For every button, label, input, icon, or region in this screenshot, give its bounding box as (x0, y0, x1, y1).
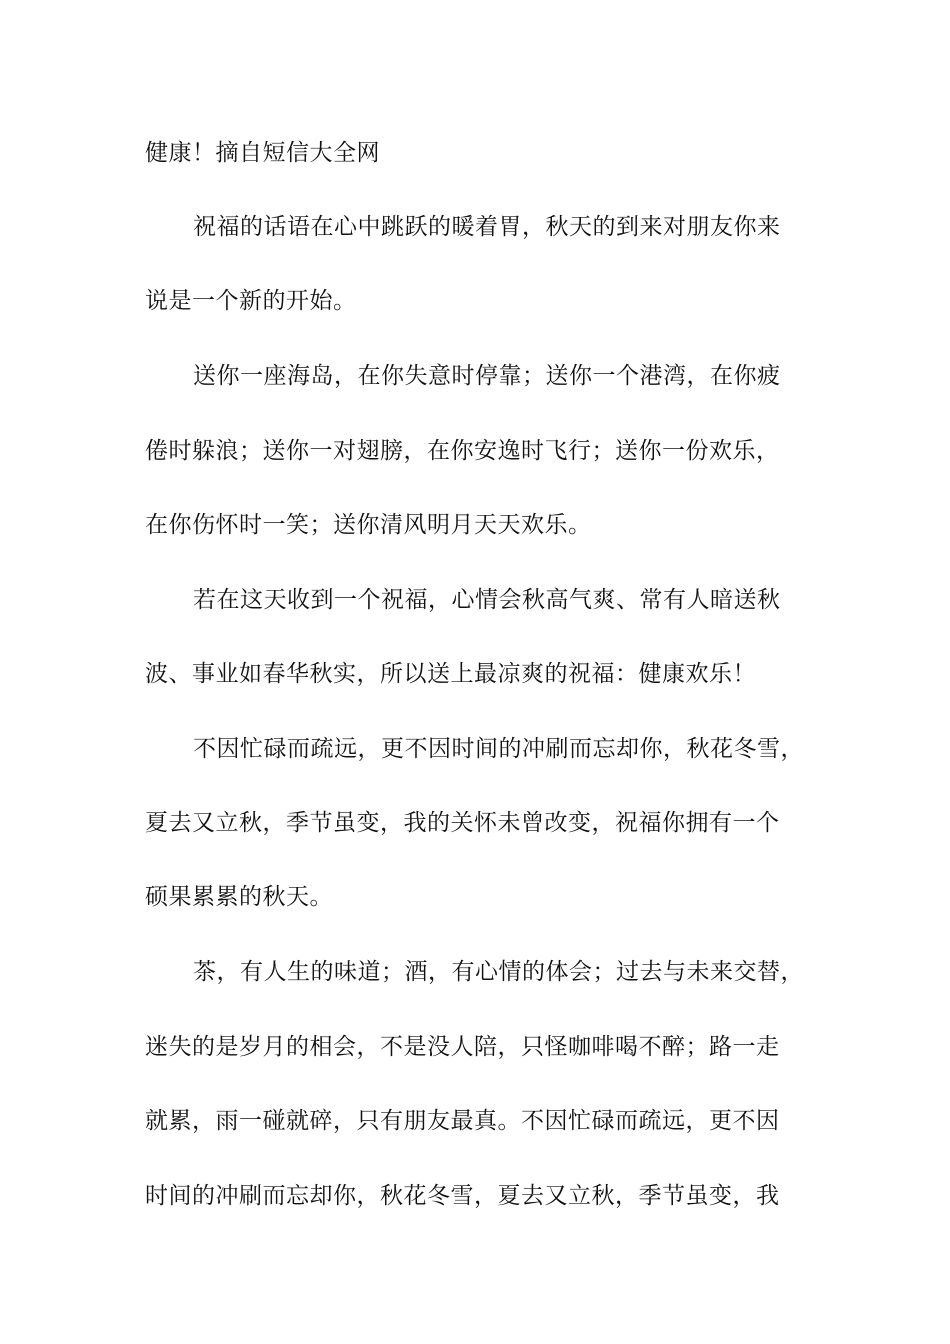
text-line: 波、事业如春华秋实，所以送上最凉爽的祝福：健康欢乐！ (145, 661, 756, 687)
text-line: 时间的冲刷而忘却你，秋花冬雪，夏去又立秋，季节虽变，我 (145, 1183, 780, 1209)
text-line: 在你伤怀时一笑；送你清风明月天天欢乐。 (145, 512, 592, 538)
paragraph-first-line: 送你一座海岛，在你失意时停靠；送你一个港湾，在你疲 (193, 363, 781, 389)
text-line: 说是一个新的开始。 (145, 288, 357, 314)
text-line: 夏去又立秋，季节虽变，我的关怀未曾改变，祝福你拥有一个 (145, 810, 780, 836)
paragraph-first-line: 茶，有人生的味道；酒，有心情的体会；过去与未来交替， (193, 959, 804, 985)
paragraph-first-line: 祝福的话语在心中跳跃的暖着胃，秋天的到来对朋友你来 (193, 214, 781, 240)
text-line: 硕果累累的秋天。 (145, 884, 333, 910)
text-line: 倦时躲浪；送你一对翅膀，在你安逸时飞行；送你一份欢乐， (145, 438, 780, 464)
text-line: 就累，雨一碰就碎，只有朋友最真。不因忙碌而疏远，更不因 (145, 1108, 780, 1134)
paragraph-first-line: 不因忙碌而疏远，更不因时间的冲刷而忘却你，秋花冬雪， (193, 736, 804, 762)
text-line: 迷失的是岁月的相会，不是没人陪，只怪咖啡喝不醉；路一走 (145, 1034, 780, 1060)
text-line: 健康！摘自短信大全网 (145, 140, 380, 166)
paragraph-first-line: 若在这天收到一个祝福，心情会秋高气爽、常有人暗送秋 (193, 587, 781, 613)
